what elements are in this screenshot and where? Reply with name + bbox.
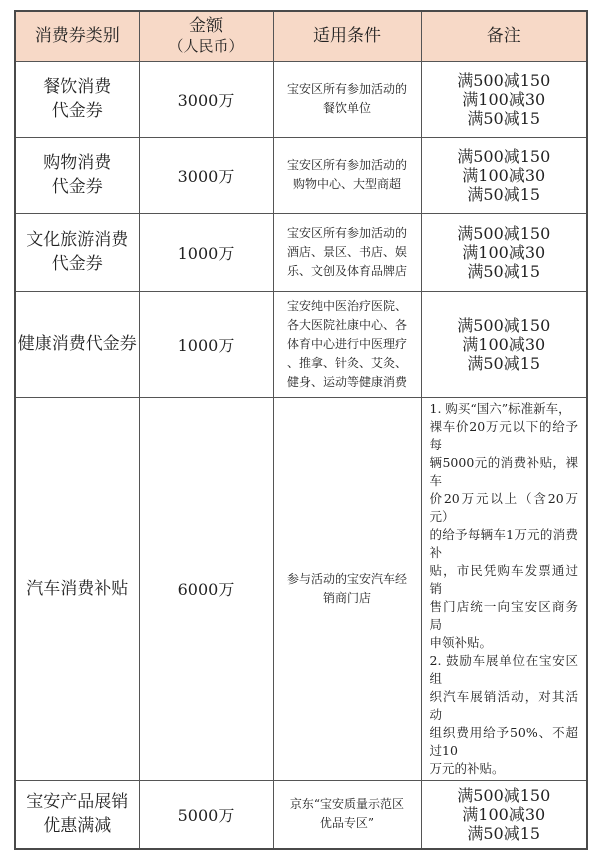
condition-line: 销商门店 — [322, 590, 371, 605]
table-row — [15, 780, 587, 849]
condition-line: 京东“宝安质量示范区 — [289, 797, 405, 812]
condition-line: 餐饮单位 — [322, 101, 371, 115]
row-note — [421, 137, 587, 213]
category-line: 代金券 — [51, 254, 103, 274]
category-line: 汽车消费补贴 — [26, 578, 129, 599]
note-line: 满100减30 — [462, 242, 546, 262]
category-line: 优惠满减 — [43, 816, 112, 837]
note-line: 1. 购买“国六”标准新车， — [429, 400, 571, 416]
condition-line: 宝安区所有参加活动的 — [286, 225, 407, 240]
row-amount: 6000万 — [139, 397, 273, 780]
note-line: 辆5000元的消费补贴，裸车 — [429, 454, 578, 488]
condition-line: 酒店、景区、书店、娱 — [286, 244, 407, 259]
row-amount: 3000万 — [139, 61, 273, 137]
note-line: 价20万元以上（含20万元） — [429, 490, 578, 524]
row-category — [15, 780, 139, 849]
table-row — [15, 137, 587, 213]
condition-line: 购物中心、大型商超 — [292, 177, 401, 191]
note-line: 满50减15 — [467, 353, 541, 373]
condition-line: 优品专区” — [319, 816, 375, 831]
condition-line: 健身、运动等健康消费 — [286, 374, 407, 389]
note-line: 满500减150 — [457, 785, 551, 805]
header-category: 消费券类别 — [15, 11, 139, 61]
row-condition — [273, 61, 421, 137]
row-category — [15, 137, 139, 213]
row-category — [15, 61, 139, 137]
table-row — [15, 61, 587, 137]
row-amount: 1000万 — [139, 291, 273, 397]
note-line: 满100减30 — [462, 165, 546, 185]
condition-line: 宝安区所有参加活动的 — [286, 82, 407, 96]
row-condition — [273, 397, 421, 780]
category-line: 代金券 — [51, 177, 103, 197]
note-line: 售门店统一向宝安区商务局 — [429, 598, 578, 632]
row-note — [421, 213, 587, 291]
note-line: 满100减30 — [462, 804, 546, 824]
note-line: 满500减150 — [457, 146, 551, 166]
row-category — [15, 213, 139, 291]
note-line: 的给予每辆车1万元的消费补 — [429, 526, 578, 560]
condition-line: 、推拿、针灸、艾灸、 — [286, 355, 407, 370]
condition-line: 各大医院社康中心、各 — [286, 317, 407, 332]
header-condition: 适用条件 — [273, 11, 421, 61]
note-line: 满50减15 — [467, 261, 541, 281]
note-line: 织汽车展销活动，对其活动 — [429, 688, 578, 722]
category-line: 健康消费代金券 — [17, 334, 137, 354]
note-line: 满100减30 — [462, 89, 546, 109]
note-line: 满100减30 — [462, 334, 546, 354]
row-note — [421, 61, 587, 137]
note-line: 满50减15 — [467, 823, 541, 843]
header-amount-line1: 金额 — [189, 16, 223, 37]
note-line: 满500减150 — [457, 70, 551, 90]
row-condition — [273, 780, 421, 849]
category-line: 购物消费 — [43, 153, 112, 173]
row-amount: 1000万 — [139, 213, 273, 291]
condition-line: 乐、文创及体育品牌店 — [286, 263, 407, 278]
row-category — [15, 397, 139, 780]
row-amount: 3000万 — [139, 137, 273, 213]
condition-line: 宝安区所有参加活动的 — [286, 158, 407, 172]
note-line: 申领补贴。 — [429, 634, 493, 650]
row-condition — [273, 213, 421, 291]
note-line: 满500减150 — [457, 223, 551, 243]
condition-line: 参与活动的宝安汽车经 — [286, 571, 407, 586]
note-line: 满500减150 — [457, 315, 551, 335]
note-line: 万元的补贴。 — [429, 760, 505, 776]
row-amount: 5000万 — [139, 780, 273, 849]
condition-line: 宝安纯中医治疗医院、 — [286, 298, 407, 313]
row-note — [421, 291, 587, 397]
header-note: 备注 — [421, 11, 587, 61]
category-line: 代金券 — [51, 101, 103, 121]
header-amount-line2: （人民币） — [168, 37, 244, 56]
note-line: 贴，市民凭购车发票通过销 — [429, 562, 578, 596]
note-line: 2. 鼓励车展单位在宝安区组 — [429, 652, 578, 686]
row-category — [15, 291, 139, 397]
row-condition — [273, 137, 421, 213]
voucher-table — [14, 10, 588, 850]
table-row — [15, 397, 587, 780]
category-line: 宝安产品展销 — [26, 792, 129, 813]
row-note — [421, 780, 587, 849]
category-line: 餐饮消费 — [43, 77, 112, 97]
header-amount — [139, 11, 273, 61]
row-note — [421, 397, 587, 780]
header-row — [15, 11, 587, 61]
table-row — [15, 213, 587, 291]
note-line: 裸车价20万元以下的给予每 — [429, 418, 578, 452]
table-row — [15, 291, 587, 397]
condition-line: 体育中心进行中医理疗 — [286, 336, 407, 351]
note-line: 满50减15 — [467, 108, 541, 128]
row-condition — [273, 291, 421, 397]
category-line: 文化旅游消费 — [26, 230, 129, 250]
note-line: 满50减15 — [467, 184, 541, 204]
note-line: 组织费用给予50%、不超过10 — [429, 724, 578, 758]
